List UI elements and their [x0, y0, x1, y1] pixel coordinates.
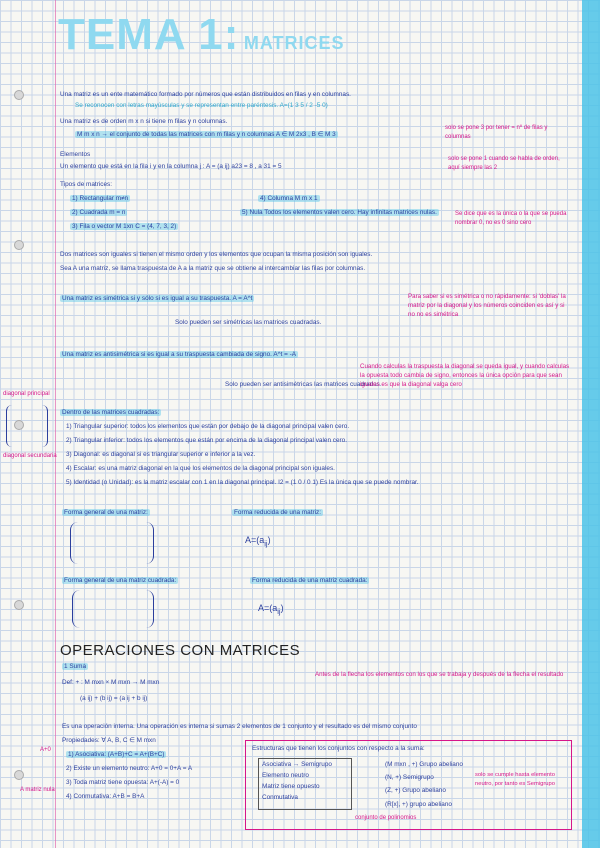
order-line: Una matriz es de orden m x n si tiene m filas y n columnas.	[60, 118, 228, 125]
element-line: Un elemento que está en la fila i y en la columna j : A = (a ij) a23 = 8 , a 31 = 5	[60, 163, 282, 170]
property-2: 2) Existe un elemento neutro: A+0 = 0+A = A	[66, 765, 193, 772]
property-4: 4) Conmutativa: A+B = B+A	[66, 793, 145, 800]
matrix-reduced: $A=(a_{ij})$	[245, 535, 271, 548]
box-right: (M mxn , +) Grupo abeliano	[385, 761, 463, 768]
internal-op: Es una operación interna. Una operación es interna si sumas 2 elementos de 1 conjunto y el resultado es del mismo conjunto	[62, 723, 417, 730]
box-title: Estructuras que tienen los conjuntos con respecto a la suma:	[252, 745, 425, 752]
box-right: (R[x], +) grupo abeliano	[385, 801, 452, 808]
diagonal-sketch	[6, 405, 48, 447]
side-note: Para saber si es simétrica o no rápidamente: si 'doblas' la matriz por la diagonal y los números coinciden es así y si no no es simétrica	[408, 293, 566, 318]
binder-hole	[14, 240, 24, 250]
binder-hole	[14, 600, 24, 610]
general-form-title: Forma general de una matriz:	[64, 509, 148, 516]
box-right: (Z, +) Grupo abeliano	[385, 787, 446, 794]
box-note: solo se cumple hasta elemento neutro, por tanto es Semigrupo	[475, 772, 555, 787]
side-note: Se dice que es la única o la que se pueda nombrar 0, no es 0 sino cero	[455, 211, 567, 226]
box-item: Elemento neutro	[262, 772, 309, 779]
square-3: 3) Diagonal: es diagonal si es triangular superior e inferior a la vez.	[66, 451, 256, 458]
set-line: M m x n → el conjunto de todas las matrices con m filas y n columnas A ∈ M 2x3 , B ∈ M 3	[77, 131, 336, 138]
box-item: Conmutativa	[262, 794, 298, 801]
type-1: 1) Rectangular m≠n	[72, 195, 129, 202]
equal-line: Dos matrices son iguales si tienen el mismo orden y los elementos que ocupan la misma posición son iguales.	[60, 251, 373, 258]
type-5: 5) Nula Todos los elementos valen cero. Hay infinitas matrices nulas.	[242, 209, 437, 216]
page-edge-strip	[582, 0, 600, 848]
antisymmetric-line: Una matriz es antisimétrica si es igual a su traspuesta cambiada de signo. A^t = -A	[62, 351, 297, 358]
notation-line: Se reconocen con letras mayúsculas y se representan entre paréntesis. A=(1 3 5 / 2 -5 0)	[75, 102, 328, 109]
box-item: Matriz tiene opuesto	[262, 783, 320, 790]
side-tag: A+0	[40, 747, 51, 753]
box-right: (N, +) Semigrupo	[385, 774, 434, 781]
antisymmetric-note: Solo pueden ser antisimétricas las matrices cuadradas.	[225, 381, 382, 388]
sum-label: 1 Suma	[64, 663, 87, 670]
symmetric-line: Una matriz es simétrica si y sólo si es igual a su traspuesta. A = A^t	[62, 295, 253, 302]
side-note: solo se pone 1 cuando se habla de orden, aquí siempre las 2	[448, 156, 560, 171]
title-sub: MATRICES	[243, 33, 345, 53]
type-4: 4) Columna M m x 1	[260, 195, 318, 202]
square-4: 4) Escalar: es una matriz diagonal en la que los elementos de la diagonal principal son iguales.	[66, 465, 335, 472]
transpose-line: Sea A una matriz, se llama traspuesta de A a la matriz que se obtiene al intercambiar las filas por columnas.	[60, 265, 366, 272]
side-note: Antes de la flecha los elementos con los que se trabaja y después de la flecha el resultado	[315, 671, 564, 678]
square-2: 2) Triangular inferior: todos los elementos que están por encima de la diagonal principal valen cero.	[66, 437, 347, 444]
sum-expr: (a ij) + (b ij) = (a ij + b ij)	[80, 695, 148, 702]
property-3: 3) Toda matriz tiene opuesta: A+(-A) = 0	[66, 779, 180, 786]
sum-def: Def: + : M mxn × M mxn → M mxn	[62, 679, 160, 686]
property-1: 1) Asociativa: (A+B)+C = A+(B+C)	[68, 751, 165, 758]
reduced-square-title: Forma reducida de una matriz cuadrada:	[252, 577, 368, 584]
page-margin-line	[55, 0, 56, 848]
diag-secondary-label: diagonal secundaria	[3, 453, 57, 459]
box-footer: conjunto de polinomios	[355, 815, 417, 821]
box-item: Asociativa → Semigrupo	[262, 761, 332, 768]
type-2: 2) Cuadrada m = n	[72, 209, 126, 216]
def-line: Una matriz es un ente matemático formado por números que están distribuidos en filas y en columnas.	[60, 91, 351, 98]
page-title	[58, 10, 345, 60]
section-elements: Elementos	[60, 151, 91, 158]
symmetric-note: Solo pueden ser simétricas las matrices cuadradas.	[175, 319, 322, 326]
side-note: solo se pone 3 por tener = nº de filas y columnas	[445, 125, 548, 140]
square-5: 5) Identidad (o Unidad): es la matriz escalar con 1 en la diagonal principal. I2 = (1 0 / 0 1) Es la única que se puede nombrar.	[66, 479, 419, 486]
diag-principal-label: diagonal principal	[3, 391, 50, 397]
side-note: Cuando calculas la traspuesta la diagonal se queda igual, y cuando calculas la opuesta todo cambia de signo, entonces la única opción para que sean iguales es que la diagonal valga cero	[360, 363, 570, 388]
general-square-title: Forma general de una matriz cuadrada:	[64, 577, 177, 584]
binder-hole	[14, 770, 24, 780]
matrix-general	[70, 522, 154, 564]
type-3: 3) Fila o vector M 1xn C = (4, 7, 3, 2)	[72, 223, 177, 230]
square-1: 1) Triangular superior: todos los elementos que están por debajo de la diagonal principal valen cero.	[66, 423, 350, 430]
operations-title: OPERACIONES CON MATRICES	[60, 642, 301, 659]
binder-hole	[14, 90, 24, 100]
reduced-form-title: Forma reducida de una matriz:	[234, 509, 322, 516]
side-tag: A matriz nula	[20, 787, 55, 793]
types-title: Tipos de matrices:	[60, 181, 112, 188]
title-main: TEMA 1:	[58, 10, 240, 59]
matrix-square	[72, 590, 154, 628]
matrix-square-reduced: $A=(a_{ij})$	[258, 603, 284, 616]
square-title: Dentro de las matrices cuadradas:	[62, 409, 160, 416]
properties-title: Propiedades: ∀ A, B, C ∈ M mxn	[62, 737, 156, 744]
